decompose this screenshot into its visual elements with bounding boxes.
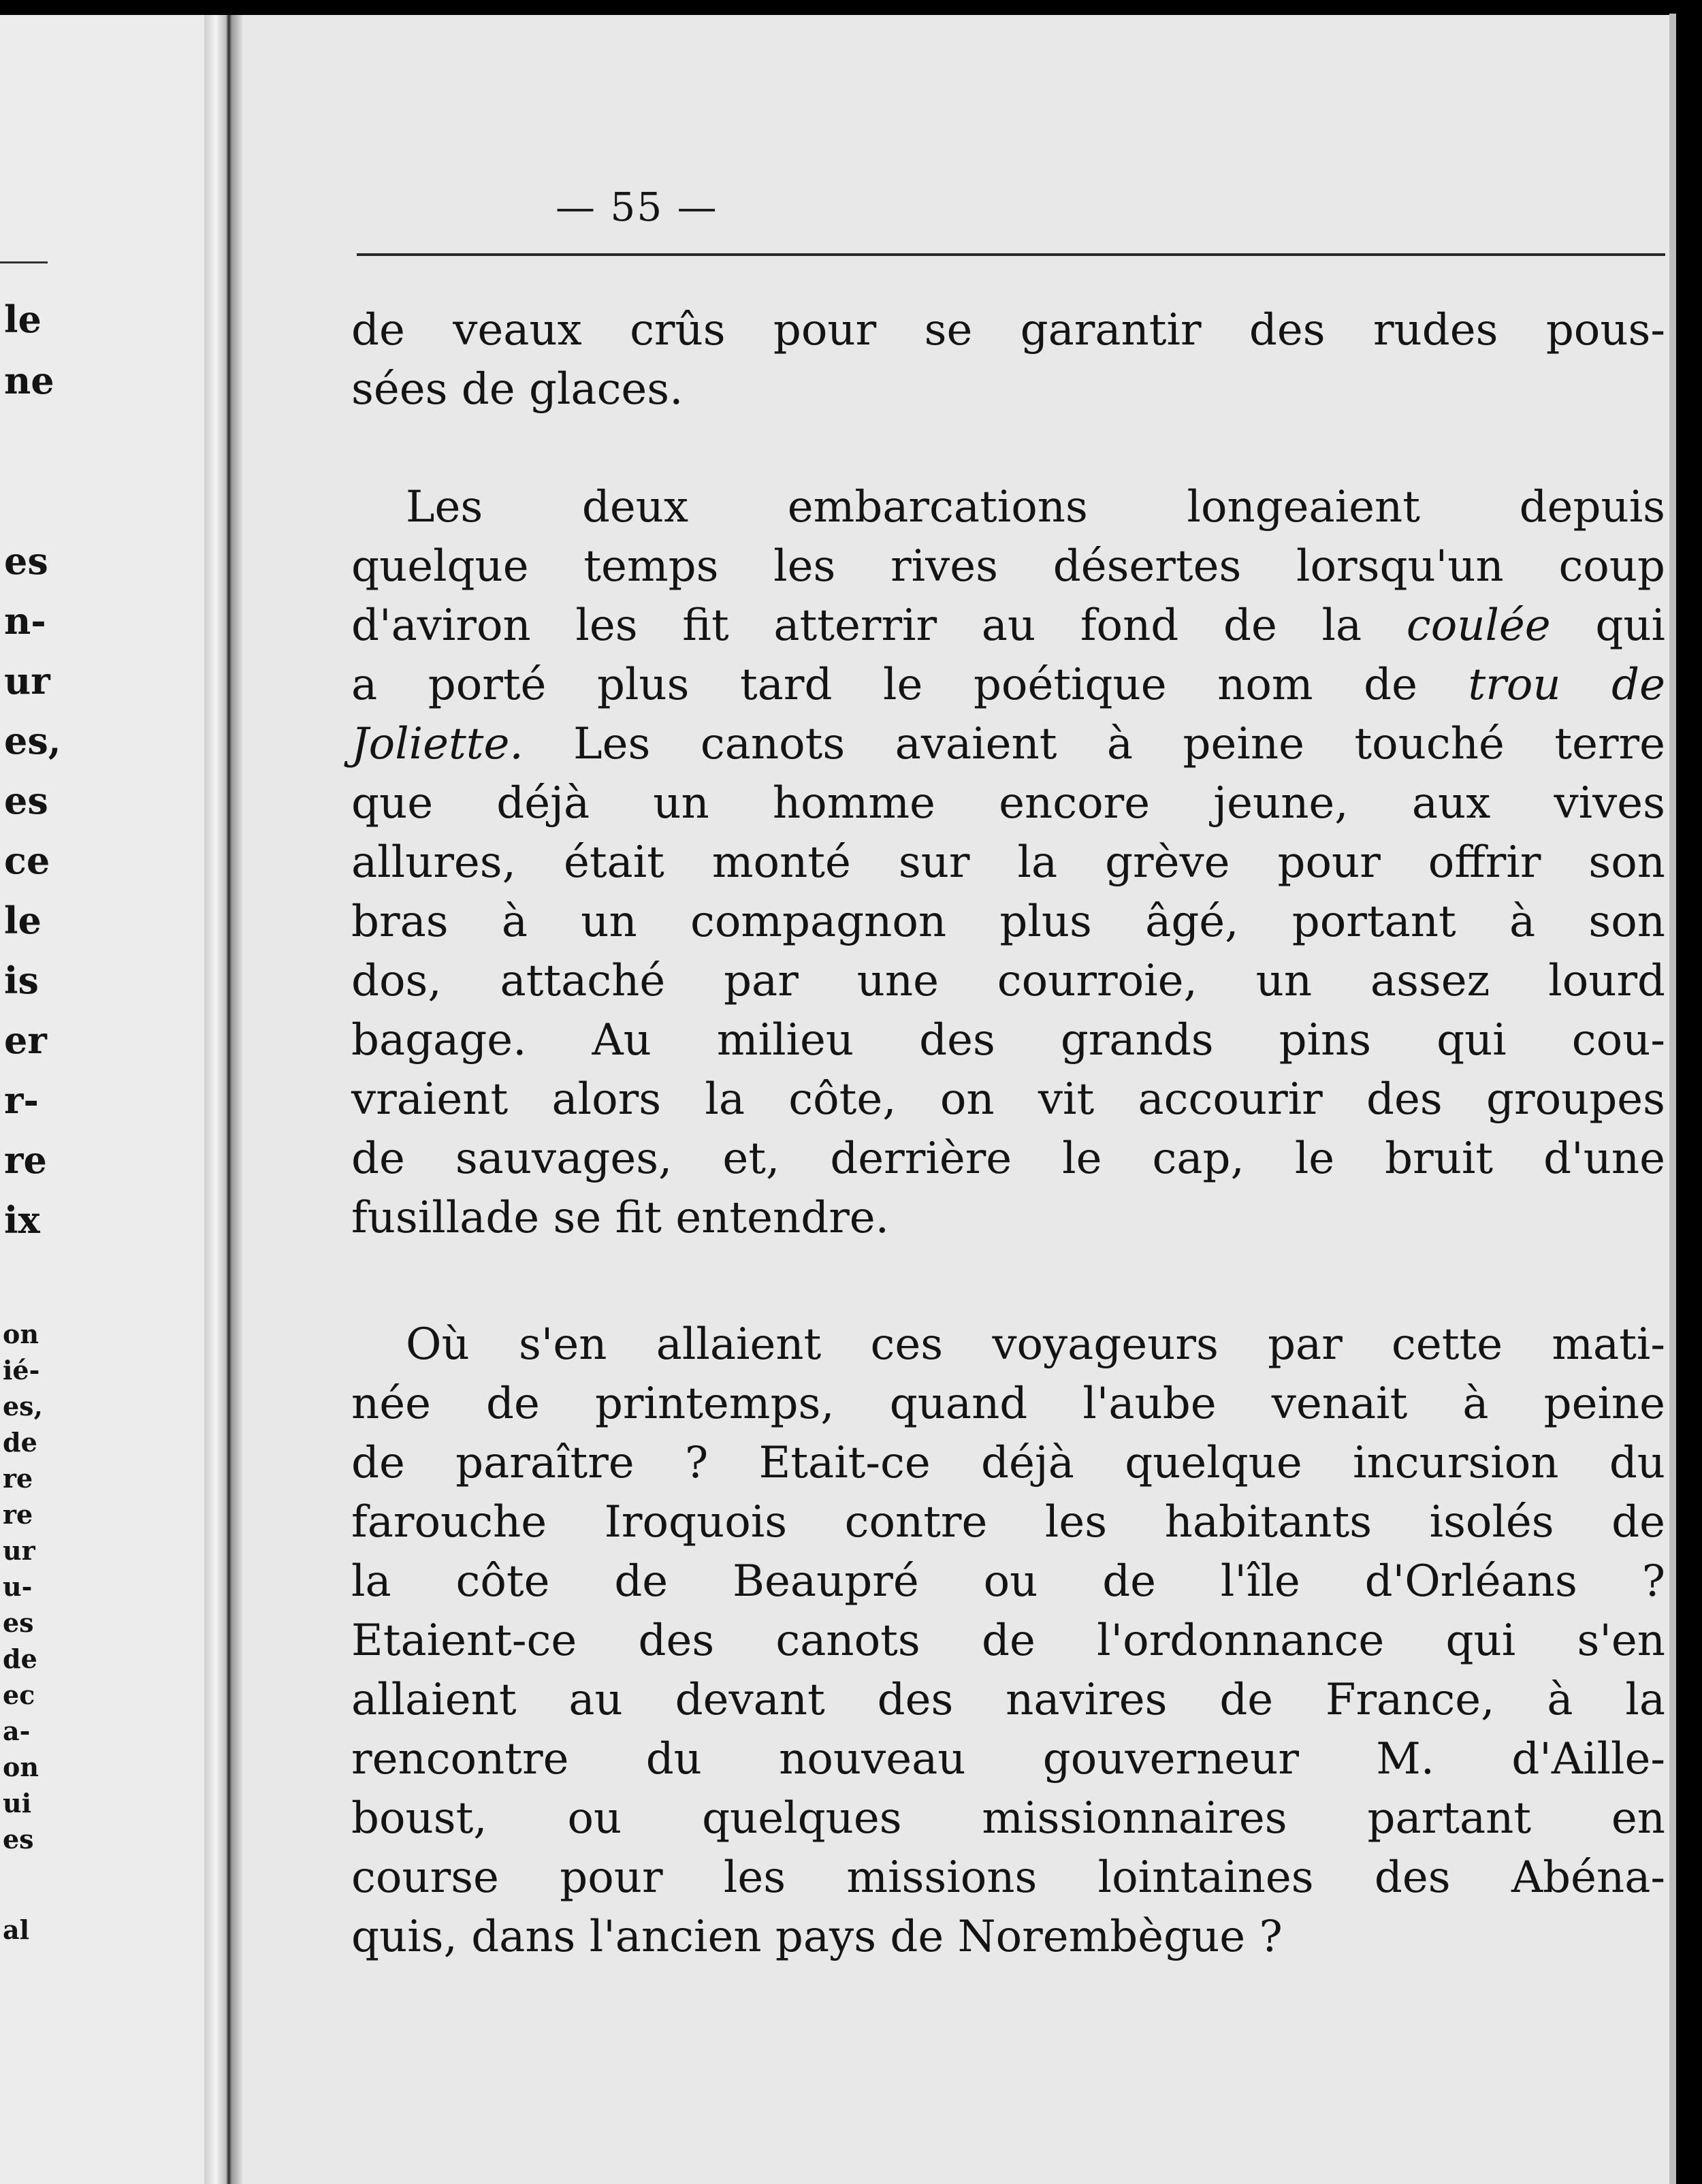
left-fragment: le xyxy=(4,899,42,942)
text-line xyxy=(351,656,1665,715)
text-line: allaient au devant des navires de France, à la xyxy=(351,1675,1665,1725)
left-fragment: re xyxy=(4,1138,47,1182)
left-fragment-small: u- xyxy=(3,1571,33,1602)
left-fragment-small: on xyxy=(3,1752,39,1782)
text-line xyxy=(351,596,1665,656)
left-fragment-small: re xyxy=(3,1463,33,1494)
left-page-fragment xyxy=(0,15,212,2184)
left-fragment: es, xyxy=(4,719,61,762)
text-run: d'aviron les fit atterrir au fond de la xyxy=(351,600,1407,651)
text-line: quelque temps les rives désertes lorsqu'un coup xyxy=(351,541,1665,592)
scan-border-top xyxy=(0,0,1702,15)
text-line: de veaux crûs pour se garantir des rudes pous- xyxy=(351,305,1665,355)
text-line: bras à un compagnon plus âgé, portant à son xyxy=(351,897,1665,947)
left-page-rule xyxy=(0,261,48,263)
paragraph-2 xyxy=(351,478,1665,1248)
text-line: course pour les missions lointaines des Abéna- xyxy=(351,1852,1665,1903)
text-line: dos, attaché par une courroie, un assez lourd xyxy=(351,956,1665,1006)
text-line: allures, était monté sur la grève pour offrir son xyxy=(351,837,1665,888)
left-fragment-small: es xyxy=(3,1824,34,1854)
left-fragment: r- xyxy=(4,1078,39,1122)
left-fragment: ur xyxy=(4,659,50,703)
left-fragment-small: ur xyxy=(3,1535,35,1566)
left-fragment-small: a- xyxy=(3,1716,31,1746)
paragraph-3 xyxy=(351,1315,1665,1967)
text-line: de paraître ? Etait-ce déjà quelque incursion du xyxy=(351,1438,1665,1488)
left-fragment-small: es, xyxy=(3,1391,43,1422)
text-line: Les deux embarcations longeaient depuis xyxy=(406,482,1665,532)
italic-term: coulée xyxy=(1406,600,1551,651)
text-line xyxy=(351,715,1665,774)
left-fragment: er xyxy=(4,1018,47,1062)
text-line: Etaient-ce des canots de l'ordonnance qui s'en xyxy=(351,1616,1665,1666)
text-line: de sauvages, et, derrière le cap, le bruit d'une xyxy=(351,1134,1665,1184)
page-number: — 55 — xyxy=(556,184,718,230)
left-fragment: ne xyxy=(4,359,54,402)
italic-term: trou de xyxy=(1468,660,1665,710)
left-fragment-small: es xyxy=(3,1607,34,1638)
scan-border-right xyxy=(1676,0,1702,2184)
left-fragment-small: de xyxy=(3,1643,37,1674)
left-fragment-small: ié- xyxy=(3,1355,40,1385)
left-fragment: n- xyxy=(4,599,46,643)
left-fragment: ix xyxy=(4,1198,40,1242)
text-line: farouche Iroquois contre les habitants isolés de xyxy=(351,1497,1665,1547)
left-fragment-small: on xyxy=(3,1319,39,1349)
text-line: vraient alors la côte, on vit accourir des groupes xyxy=(351,1074,1665,1125)
left-fragment: es xyxy=(4,779,48,822)
right-page xyxy=(242,15,1669,2184)
left-fragment-small: al xyxy=(3,1914,30,1945)
text-line: que déjà un homme encore jeune, aux vives xyxy=(351,778,1665,829)
text-line: la côte de Beaupré ou de l'île d'Orléans ? xyxy=(351,1556,1665,1607)
text-line: rencontre du nouveau gouverneur M. d'Aille- xyxy=(351,1734,1665,1784)
left-fragment: ce xyxy=(4,839,50,882)
book-gutter xyxy=(204,15,244,2184)
paragraph-1 xyxy=(351,301,1665,419)
left-fragment-small: re xyxy=(3,1499,33,1530)
text-line: fusillade se fit entendre. xyxy=(351,1193,889,1243)
italic-term: Joliette. xyxy=(351,719,524,769)
left-fragment: is xyxy=(4,959,39,1002)
text-line: boust, ou quelques missionnaires partant en xyxy=(351,1793,1665,1844)
text-line: bagage. Au milieu des grands pins qui cou- xyxy=(351,1015,1665,1065)
text-run: qui xyxy=(1550,600,1666,651)
left-fragment: es xyxy=(4,539,48,583)
left-fragment: le xyxy=(4,298,42,341)
header-rule xyxy=(357,253,1665,256)
text-line: née de printemps, quand l'aube venait à peine xyxy=(351,1379,1665,1429)
text-run: Les canots avaient à peine touché terre xyxy=(523,719,1665,769)
text-line: Où s'en allaient ces voyageurs par cette mati- xyxy=(406,1319,1665,1370)
left-fragment-small: ec xyxy=(3,1680,35,1710)
left-fragment-small: de xyxy=(3,1427,37,1458)
text-line: sées de glaces. xyxy=(351,364,684,415)
text-run: a porté plus tard le poétique nom de xyxy=(351,660,1468,710)
left-fragment-small: ui xyxy=(3,1788,32,1818)
text-line: quis, dans l'ancien pays de Norembègue ? xyxy=(351,1912,1283,1962)
